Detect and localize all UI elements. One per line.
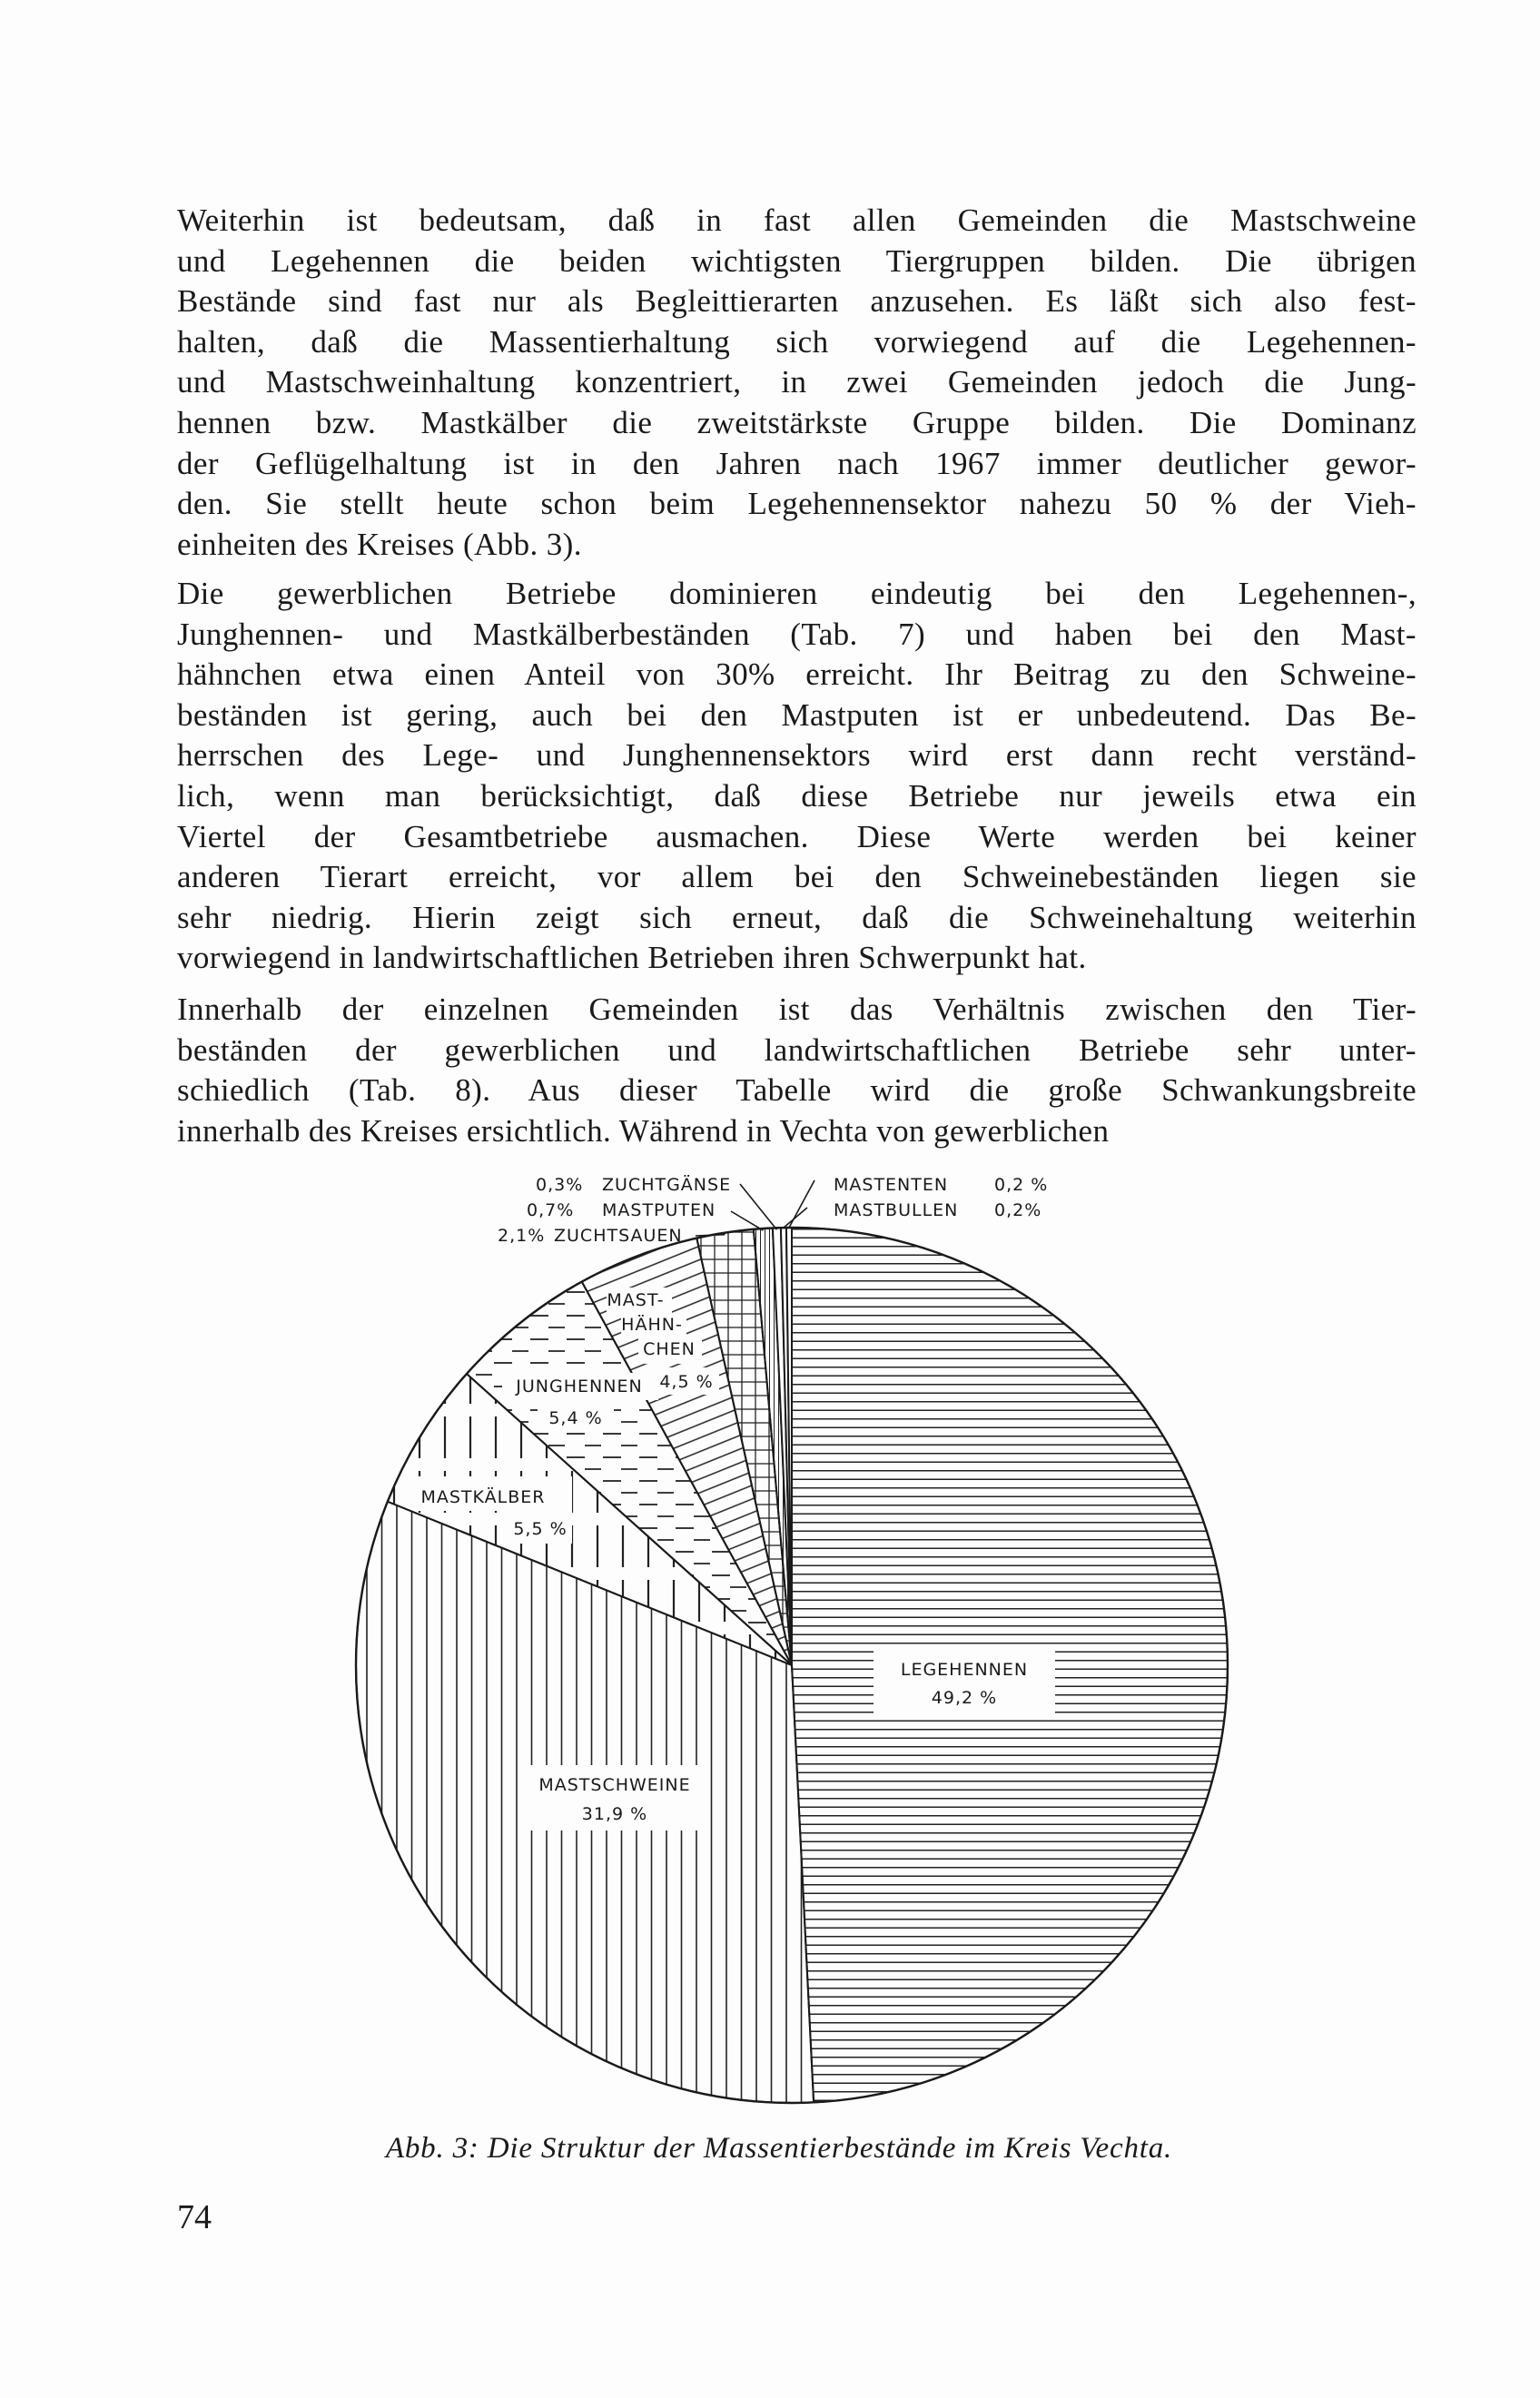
slice-label-masthaehnchen-1: MAST- — [607, 1290, 665, 1310]
text-line: einheiten des Kreises (Abb. 3). — [177, 526, 582, 562]
slice-label-mastbullen: MASTBULLEN — [834, 1200, 959, 1220]
text-line: anderen Tierart erreicht, vor allem bei den Schweinebeständen liegen sie — [177, 859, 1417, 895]
text-line: beständen der gewerblichen und landwirtschaftlichen Betriebe sehr unter- — [177, 1031, 1417, 1068]
slice-value-legehennen: 49,2 % — [931, 1688, 998, 1708]
text-line: hennen bzw. Mastkälber die zweitstärkste Gruppe bilden. Die Dominanz — [177, 405, 1417, 440]
slice-value-zuchtsauen: 2,1% — [498, 1226, 546, 1246]
slice-label-mastenten: MASTENTEN — [834, 1175, 949, 1195]
text-line: vorwiegend in landwirtschaftlichen Betrieben ihren Schwerpunkt hat. — [177, 940, 1087, 976]
text-line: beständen ist gering, auch bei den Mastputen ist er unbedeutend. Das Be- — [177, 696, 1417, 733]
text-line: Bestände sind fast nur als Begleittierarten anzusehen. Es läßt sich also fest- — [177, 283, 1417, 320]
text-line: herrschen des Lege- und Junghennensektors wird erst dann recht verständ- — [177, 737, 1417, 774]
text-line: den. Sie stellt heute schon beim Legehennensektor nahezu 50 % der Vieh- — [177, 486, 1417, 522]
text-line: schiedlich (Tab. 8). Aus dieser Tabelle wird die große Schwankungsbreite — [177, 1072, 1417, 1109]
slice-label-zuchtgaense: ZUCHTGÄNSE — [602, 1175, 732, 1195]
slice-value-junghennen: 5,4 % — [548, 1408, 603, 1428]
leader-line-mastputen — [731, 1211, 763, 1230]
slice-value-masthaehnchen: 4,5 % — [659, 1372, 714, 1392]
text-line: und Mastschweinhaltung konzentriert, in zwei Gemeinden jedoch die Jung- — [177, 364, 1417, 400]
figure-caption: Abb. 3: Die Struktur der Massentierbestände im Kreis Vechta. — [385, 2132, 1173, 2165]
slice-value-mastenten: 0,2 % — [994, 1175, 1049, 1195]
slice-label-zuchtsauen: ZUCHTSAUEN — [554, 1226, 683, 1246]
leader-line-zuchtgaense — [740, 1184, 776, 1229]
text-line: sehr niedrig. Hierin zeigt sich erneut, daß die Schweinehaltung weiterhin — [177, 899, 1417, 935]
slice-label-mastkaelber: MASTKÄLBER — [420, 1487, 546, 1507]
text-line: Junghennen- und Mastkälberbeständen (Tab. 7) und haben bei den Mast- — [177, 616, 1417, 652]
slice-value-mastschweine: 31,9 % — [581, 1804, 648, 1824]
text-line: lich, wenn man berücksichtigt, daß diese Betriebe nur jeweils etwa ein — [177, 778, 1417, 814]
text-line: Innerhalb der einzelnen Gemeinden ist das Verhältnis zwischen den Tier- — [177, 992, 1417, 1027]
slice-label-legehennen: LEGEHENNEN — [900, 1660, 1029, 1680]
text-line: halten, daß die Massentierhaltung sich vorwiegend auf die Legehennen- — [177, 323, 1417, 360]
slice-value-mastbullen: 0,2% — [994, 1200, 1042, 1220]
text-line: Viertel der Gesamtbetriebe ausmachen. Diese Werte werden bei keiner — [177, 818, 1417, 854]
slice-label-masthaehnchen-2: HÄHN- — [621, 1315, 683, 1335]
slice-label-junghennen: JUNGHENNEN — [516, 1377, 643, 1396]
text-line: Die gewerblichen Betriebe dominieren eindeutig bei den Legehennen-, — [177, 576, 1417, 611]
slice-value-mastkaelber: 5,5 % — [513, 1519, 568, 1539]
page-number: 74 — [177, 2198, 212, 2236]
text-line: und Legehennen die beiden wichtigsten Tiergruppen bilden. Die übrigen — [177, 242, 1417, 279]
slice-label-mastputen: MASTPUTEN — [602, 1200, 716, 1220]
text-line: Weiterhin ist bedeutsam, daß in fast allen Gemeinden die Mastschweine — [177, 202, 1417, 238]
slice-value-mastputen: 0,7% — [527, 1200, 575, 1220]
text-line: der Geflügelhaltung ist in den Jahren nach 1967 immer deutlicher gewor- — [177, 445, 1417, 481]
leader-line-mastbullen — [784, 1208, 807, 1228]
text-line: innerhalb des Kreises ersichtlich. Während in Vechta von gewerblichen — [177, 1112, 1110, 1149]
slice-label-mastschweine: MASTSCHWEINE — [538, 1775, 691, 1795]
text-line: hähnchen etwa einen Anteil von 30% erreicht. Ihr Beitrag zu den Schweine- — [177, 656, 1417, 693]
slice-value-zuchtgaense: 0,3% — [536, 1175, 584, 1195]
slice-label-masthaehnchen-3: CHEN — [643, 1339, 696, 1359]
